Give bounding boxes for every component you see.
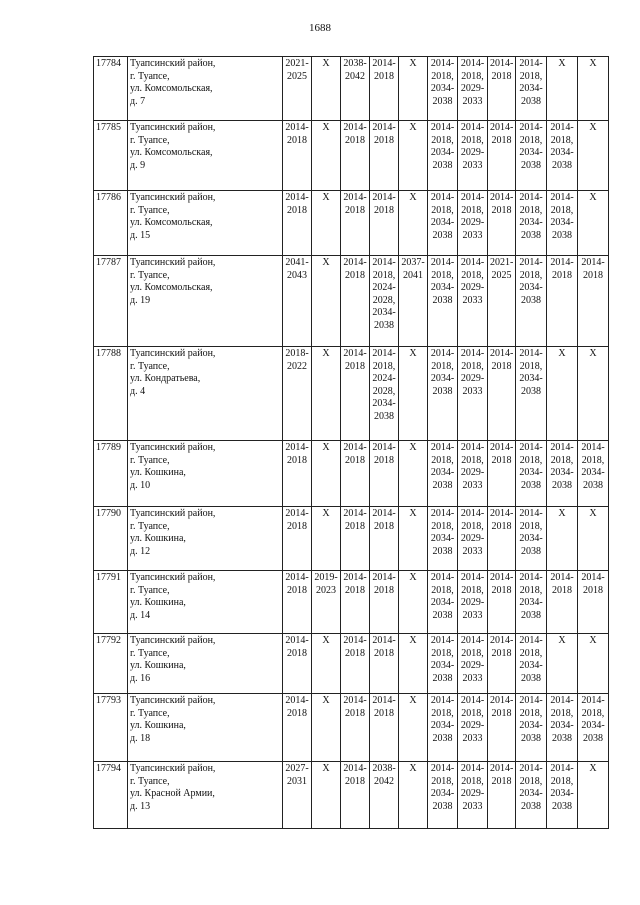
period-cell: 2038- 2042	[341, 57, 370, 121]
address-line: д. 16	[130, 672, 151, 684]
period-cell: X	[547, 634, 578, 694]
address-line: г. Туапсе,	[130, 775, 170, 787]
address-cell	[128, 571, 283, 634]
table-body	[94, 57, 609, 829]
period-cell: 2014- 2018, 2034- 2038	[547, 121, 578, 191]
address-line: д. 7	[130, 95, 146, 107]
period-cell: 2014- 2018	[488, 441, 516, 507]
period-cell: 2014- 2018	[488, 121, 516, 191]
address-line: Туапсинский район,	[130, 635, 216, 646]
period-cell: X	[312, 347, 341, 441]
period-cell: 2014- 2018, 2029- 2033	[458, 762, 488, 829]
period-cell: X	[578, 634, 609, 694]
period-cell: X	[578, 57, 609, 121]
address-line: д. 12	[130, 545, 151, 557]
period-cell: 2014- 2018	[283, 441, 312, 507]
table-row	[94, 121, 609, 191]
period-cell: X	[312, 121, 341, 191]
address-cell	[128, 694, 283, 762]
period-cell: 2014- 2018	[283, 694, 312, 762]
period-cell: 2014- 2018, 2034- 2038	[428, 634, 458, 694]
row-number: 17791	[94, 571, 128, 634]
period-cell: 2014- 2018	[488, 694, 516, 762]
period-cell: 2014- 2018	[341, 347, 370, 441]
period-cell: 2014- 2018, 2034- 2038	[547, 762, 578, 829]
period-cell: 2019- 2023	[312, 571, 341, 634]
address-line: г. Туапсе,	[130, 269, 170, 281]
period-cell: 2021- 2025	[488, 256, 516, 347]
address-line: г. Туапсе,	[130, 454, 170, 466]
period-cell: 2014- 2018, 2034- 2038	[428, 762, 458, 829]
period-cell: 2014- 2018	[341, 441, 370, 507]
table-row	[94, 571, 609, 634]
period-cell: 2014- 2018, 2034- 2038	[428, 191, 458, 256]
row-number: 17787	[94, 256, 128, 347]
address-cell	[128, 634, 283, 694]
period-cell: 2014- 2018, 2034- 2038	[578, 694, 609, 762]
period-cell: 2014- 2018	[370, 507, 399, 571]
period-cell: 2014- 2018	[488, 347, 516, 441]
period-cell: 2014- 2018	[488, 191, 516, 256]
period-cell: 2014- 2018, 2029- 2033	[458, 694, 488, 762]
period-cell: 2014- 2018, 2029- 2033	[458, 441, 488, 507]
address-line: Туапсинский район,	[130, 192, 216, 203]
period-cell: 2014- 2018, 2034- 2038	[516, 694, 547, 762]
period-cell: 2014- 2018, 2034- 2038	[547, 441, 578, 507]
period-cell: 2014- 2018	[370, 121, 399, 191]
period-cell: 2014- 2018, 2029- 2033	[458, 57, 488, 121]
period-cell: 2014- 2018	[341, 762, 370, 829]
period-cell: 2014- 2018	[370, 571, 399, 634]
period-cell: 2038- 2042	[370, 762, 399, 829]
address-line: ул. Кондратьева,	[130, 373, 201, 384]
period-cell: X	[399, 762, 428, 829]
period-cell: 2014- 2018, 2034- 2038	[516, 256, 547, 347]
period-cell: 2014- 2018	[488, 762, 516, 829]
period-cell: X	[312, 256, 341, 347]
address-line: д. 9	[130, 159, 146, 171]
period-cell: X	[578, 347, 609, 441]
address-line: г. Туапсе,	[130, 204, 170, 216]
address-line: Туапсинский район,	[130, 508, 216, 519]
period-cell: 2014- 2018	[341, 256, 370, 347]
address-line: Туапсинский район,	[130, 58, 216, 69]
row-number: 17788	[94, 347, 128, 441]
period-cell: 2014- 2018	[488, 571, 516, 634]
period-cell: 2014- 2018	[370, 441, 399, 507]
table-row	[94, 507, 609, 571]
period-cell: 2014- 2018	[488, 634, 516, 694]
period-cell: X	[399, 694, 428, 762]
period-cell: X	[578, 121, 609, 191]
address-cell	[128, 57, 283, 121]
period-cell: X	[312, 57, 341, 121]
period-cell: X	[399, 191, 428, 256]
period-cell: X	[547, 507, 578, 571]
period-cell: 2014- 2018, 2024- 2028, 2034- 2038	[370, 256, 399, 347]
address-line: д. 10	[130, 479, 151, 491]
period-cell: 2014- 2018, 2034- 2038	[547, 694, 578, 762]
period-cell: 2014- 2018, 2029- 2033	[458, 634, 488, 694]
address-line: ул. Кошкина,	[130, 533, 186, 544]
address-cell	[128, 762, 283, 829]
period-cell: 2014- 2018, 2029- 2033	[458, 256, 488, 347]
period-cell: 2014- 2018	[341, 191, 370, 256]
period-cell: 2014- 2018	[283, 507, 312, 571]
period-cell: 2014- 2018	[341, 571, 370, 634]
table-row	[94, 762, 609, 829]
period-cell: 2014- 2018, 2034- 2038	[516, 571, 547, 634]
row-number: 17785	[94, 121, 128, 191]
address-line: г. Туапсе,	[130, 707, 170, 719]
address-line: д. 13	[130, 800, 151, 812]
period-cell: 2014- 2018, 2034- 2038	[516, 507, 547, 571]
address-line: ул. Комсомольская,	[130, 217, 213, 228]
period-cell: 2014- 2018	[283, 571, 312, 634]
address-line: ул. Комсомольская,	[130, 83, 213, 94]
row-number: 17794	[94, 762, 128, 829]
page-number: 1688	[309, 22, 331, 34]
address-line: Туапсинский район,	[130, 695, 216, 706]
period-cell: 2014- 2018, 2034- 2038	[516, 347, 547, 441]
address-line: ул. Красной Армии,	[130, 788, 215, 799]
period-cell: 2014- 2018	[370, 57, 399, 121]
address-line: д. 18	[130, 732, 151, 744]
address-line: г. Туапсе,	[130, 70, 170, 82]
table-row	[94, 191, 609, 256]
period-cell: 2014- 2018	[578, 571, 609, 634]
address-cell	[128, 441, 283, 507]
address-line: Туапсинский район,	[130, 442, 216, 453]
period-cell: 2014- 2018	[547, 571, 578, 634]
table-row	[94, 57, 609, 121]
period-cell: 2014- 2018, 2034- 2038	[516, 441, 547, 507]
period-cell: 2014- 2018, 2034- 2038	[516, 634, 547, 694]
period-cell: X	[399, 507, 428, 571]
period-cell: 2014- 2018	[488, 507, 516, 571]
address-cell	[128, 347, 283, 441]
address-line: г. Туапсе,	[130, 360, 170, 372]
period-cell: 2014- 2018	[370, 191, 399, 256]
period-cell: X	[399, 121, 428, 191]
period-cell: 2014- 2018, 2024- 2028, 2034- 2038	[370, 347, 399, 441]
period-cell: X	[547, 347, 578, 441]
period-cell: X	[399, 634, 428, 694]
address-line: Туапсинский район,	[130, 122, 216, 133]
period-cell: 2014- 2018	[283, 634, 312, 694]
period-cell: X	[399, 347, 428, 441]
period-cell: 2018- 2022	[283, 347, 312, 441]
period-cell: 2014- 2018, 2029- 2033	[458, 121, 488, 191]
period-cell: 2014- 2018	[283, 121, 312, 191]
address-line: Туапсинский район,	[130, 257, 216, 268]
period-cell: 2014- 2018	[370, 694, 399, 762]
address-line: ул. Кошкина,	[130, 467, 186, 478]
period-cell: 2014- 2018	[341, 634, 370, 694]
period-cell: 2014- 2018, 2034- 2038	[516, 191, 547, 256]
row-number: 17790	[94, 507, 128, 571]
period-cell: 2014- 2018, 2034- 2038	[428, 571, 458, 634]
address-line: г. Туапсе,	[130, 584, 170, 596]
row-number: 17784	[94, 57, 128, 121]
period-cell: X	[312, 694, 341, 762]
period-cell: 2021- 2025	[283, 57, 312, 121]
period-cell: X	[399, 441, 428, 507]
table-row	[94, 256, 609, 347]
period-cell: X	[578, 191, 609, 256]
period-cell: 2041- 2043	[283, 256, 312, 347]
period-cell: 2014- 2018, 2034- 2038	[428, 694, 458, 762]
address-line: ул. Кошкина,	[130, 597, 186, 608]
period-cell: 2027- 2031	[283, 762, 312, 829]
period-cell: 2014- 2018, 2034- 2038	[428, 441, 458, 507]
address-cell	[128, 191, 283, 256]
period-cell: X	[578, 507, 609, 571]
period-cell: 2014- 2018	[488, 57, 516, 121]
period-cell: 2014- 2018, 2034- 2038	[428, 507, 458, 571]
address-line: г. Туапсе,	[130, 520, 170, 532]
address-line: д. 14	[130, 609, 151, 621]
period-cell: 2014- 2018, 2034- 2038	[516, 57, 547, 121]
period-cell: X	[312, 191, 341, 256]
address-cell	[128, 507, 283, 571]
period-cell: X	[399, 571, 428, 634]
period-cell: 2014- 2018, 2029- 2033	[458, 191, 488, 256]
table-row	[94, 694, 609, 762]
table-row	[94, 441, 609, 507]
period-cell: 2014- 2018	[283, 191, 312, 256]
period-cell: 2014- 2018, 2029- 2033	[458, 571, 488, 634]
address-line: Туапсинский район,	[130, 572, 216, 583]
period-cell: 2014- 2018, 2034- 2038	[428, 347, 458, 441]
row-number: 17793	[94, 694, 128, 762]
period-cell: 2014- 2018	[578, 256, 609, 347]
period-cell: 2014- 2018	[547, 256, 578, 347]
schedule-table	[93, 56, 609, 829]
period-cell: X	[312, 762, 341, 829]
period-cell: X	[578, 762, 609, 829]
address-line: Туапсинский район,	[130, 763, 216, 774]
period-cell: 2014- 2018	[370, 634, 399, 694]
period-cell: X	[399, 57, 428, 121]
address-cell	[128, 121, 283, 191]
period-cell: 2014- 2018, 2034- 2038	[516, 121, 547, 191]
period-cell: X	[312, 441, 341, 507]
address-line: д. 15	[130, 229, 151, 241]
address-line: ул. Кошкина,	[130, 660, 186, 671]
period-cell: 2014- 2018	[341, 121, 370, 191]
period-cell: 2014- 2018, 2034- 2038	[428, 256, 458, 347]
address-line: Туапсинский район,	[130, 348, 216, 359]
address-line: г. Туапсе,	[130, 134, 170, 146]
address-line: ул. Комсомольская,	[130, 147, 213, 158]
address-line: ул. Комсомольская,	[130, 282, 213, 293]
period-cell: 2014- 2018, 2034- 2038	[578, 441, 609, 507]
period-cell: 2037- 2041	[399, 256, 428, 347]
period-cell: X	[312, 634, 341, 694]
period-cell: X	[312, 507, 341, 571]
address-line: ул. Кошкина,	[130, 720, 186, 731]
address-cell	[128, 256, 283, 347]
row-number: 17789	[94, 441, 128, 507]
period-cell: 2014- 2018, 2034- 2038	[547, 191, 578, 256]
period-cell: 2014- 2018, 2029- 2033	[458, 507, 488, 571]
period-cell: 2014- 2018, 2034- 2038	[428, 57, 458, 121]
period-cell: 2014- 2018, 2034- 2038	[428, 121, 458, 191]
period-cell: 2014- 2018	[341, 694, 370, 762]
row-number: 17786	[94, 191, 128, 256]
table-row	[94, 634, 609, 694]
address-line: г. Туапсе,	[130, 647, 170, 659]
address-line: д. 4	[130, 385, 146, 397]
period-cell: 2014- 2018, 2034- 2038	[516, 762, 547, 829]
period-cell: X	[547, 57, 578, 121]
address-line: д. 19	[130, 294, 151, 306]
table-row	[94, 347, 609, 441]
period-cell: 2014- 2018, 2029- 2033	[458, 347, 488, 441]
period-cell: 2014- 2018	[341, 507, 370, 571]
row-number: 17792	[94, 634, 128, 694]
